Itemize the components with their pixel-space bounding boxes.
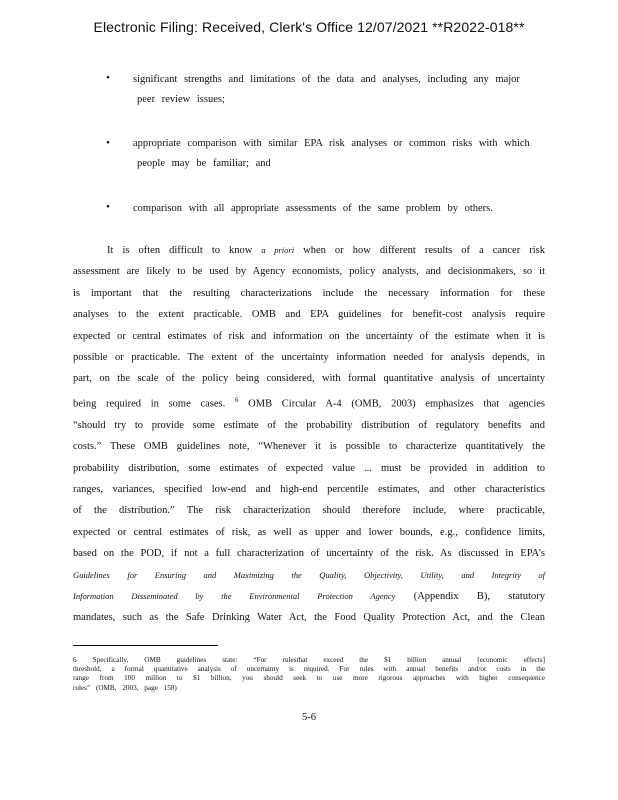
bullet-line: peer review issues; bbox=[137, 94, 225, 105]
bullet-marker: • bbox=[106, 201, 110, 213]
footnote-line: rules” (OMB, 2003, page 158) bbox=[73, 683, 177, 692]
page-number: 5-6 bbox=[302, 712, 316, 723]
italic-title: Information Disseminated by the Environmental Protection Agency bbox=[73, 591, 396, 601]
bullet-marker: • bbox=[106, 72, 110, 84]
paragraph-line: assessment are likely to be used by Agency economists, policy analysts, and decisionmakers, so it bbox=[73, 266, 545, 278]
paragraph-line: analyses to the extent practicable. OMB and EPA guidelines for benefit-cost analysis require bbox=[73, 309, 545, 321]
paragraph-line: costs.” These OMB guidelines note, “Whenever it is possible to characterize quantitatively the bbox=[73, 441, 545, 453]
footnote bbox=[73, 656, 545, 693]
bullet-marker: • bbox=[106, 137, 110, 149]
footnote-line: range from 100 million to $1 billion, you should seek to use more rigorous approaches with higher consequence bbox=[73, 674, 545, 683]
paragraph-line: ranges, variances, specified low-end and high-end percentile estimates, and other characteristics bbox=[73, 483, 545, 495]
footnote-line: threshold, a formal quantitative analysis of uncertainty is required. For rules with annual benefits and/or costs in the bbox=[73, 665, 545, 674]
footnote-ref[interactable]: 6 bbox=[234, 395, 239, 404]
paragraph-line: expected or central estimates of risk and information on the uncertainty of the estimate when it is bbox=[73, 330, 545, 342]
paragraph-line: part, on the scale of the policy being considered, with formal quantitative analysis of uncertainty bbox=[73, 373, 545, 385]
paragraph-line bbox=[73, 390, 545, 415]
paragraph-line: of the distribution.” The risk characterization should therefore include, where practicable, bbox=[73, 505, 545, 517]
paragraph-line: based on the POD, if not a full characterization of uncertainty of the risk. As discussed in EPA’s bbox=[73, 548, 545, 560]
text-run: It is often difficult to know bbox=[107, 245, 262, 256]
paragraph-line bbox=[73, 565, 545, 586]
text-run: being required in some cases. bbox=[73, 398, 235, 410]
text-run: (Appendix B), statutory bbox=[395, 591, 545, 602]
footnote-divider bbox=[73, 645, 218, 646]
paragraph-line: “should try to provide some estimate of the probability distribution of regulatory benefits and bbox=[73, 419, 545, 431]
paragraph-line: mandates, such as the Safe Drinking Water Act, the Food Quality Protection Act, and the Clean bbox=[73, 612, 545, 624]
text-run: when or how different results of a cancer risk bbox=[294, 245, 545, 256]
paragraph-line: probability distribution, some estimates of expected value ... must be provided in addition to bbox=[73, 462, 545, 474]
filing-stamp-header: Electronic Filing: Received, Clerk's Office 12/07/2021 **R2022-018** bbox=[93, 19, 525, 35]
bullet-line: significant strengths and limitations of the data and analyses, including any major bbox=[133, 74, 520, 85]
text-run: OMB Circular A-4 (OMB, 2003) emphasizes that agencies bbox=[238, 398, 546, 410]
italic-term: a priori bbox=[261, 245, 295, 255]
bullet-item bbox=[133, 134, 553, 174]
bullet-item bbox=[133, 70, 553, 110]
paragraph-line: is important that the resulting characterizations include the necessary information for these bbox=[73, 287, 545, 299]
italic-title: Guidelines for Ensuring and Maximizing the Quality, Objectivity, Utility, and Integrity of bbox=[73, 569, 545, 580]
bullet-line: comparison with all appropriate assessments of the same problem by others. bbox=[133, 203, 493, 214]
paragraph-line: possible or practicable. The extent of the uncertainty information needed for analysis depends, in bbox=[73, 352, 545, 364]
bullet-line: people may be familiar; and bbox=[137, 158, 271, 169]
footnote-line: 6 Specifically, OMB guidelines state: “For rulesthat exceed the $1 billion annual [economic effects] bbox=[73, 656, 545, 664]
paragraph-line: expected or central estimates of risk, as well as upper and lower bounds, e.g., confidence limits, bbox=[73, 526, 545, 538]
body-paragraph bbox=[73, 240, 545, 629]
paragraph-line bbox=[73, 586, 545, 607]
bullet-line: appropriate comparison with similar EPA risk analyses or common risks with which bbox=[133, 138, 530, 149]
paragraph-line bbox=[73, 240, 545, 261]
bullet-item bbox=[133, 199, 553, 219]
